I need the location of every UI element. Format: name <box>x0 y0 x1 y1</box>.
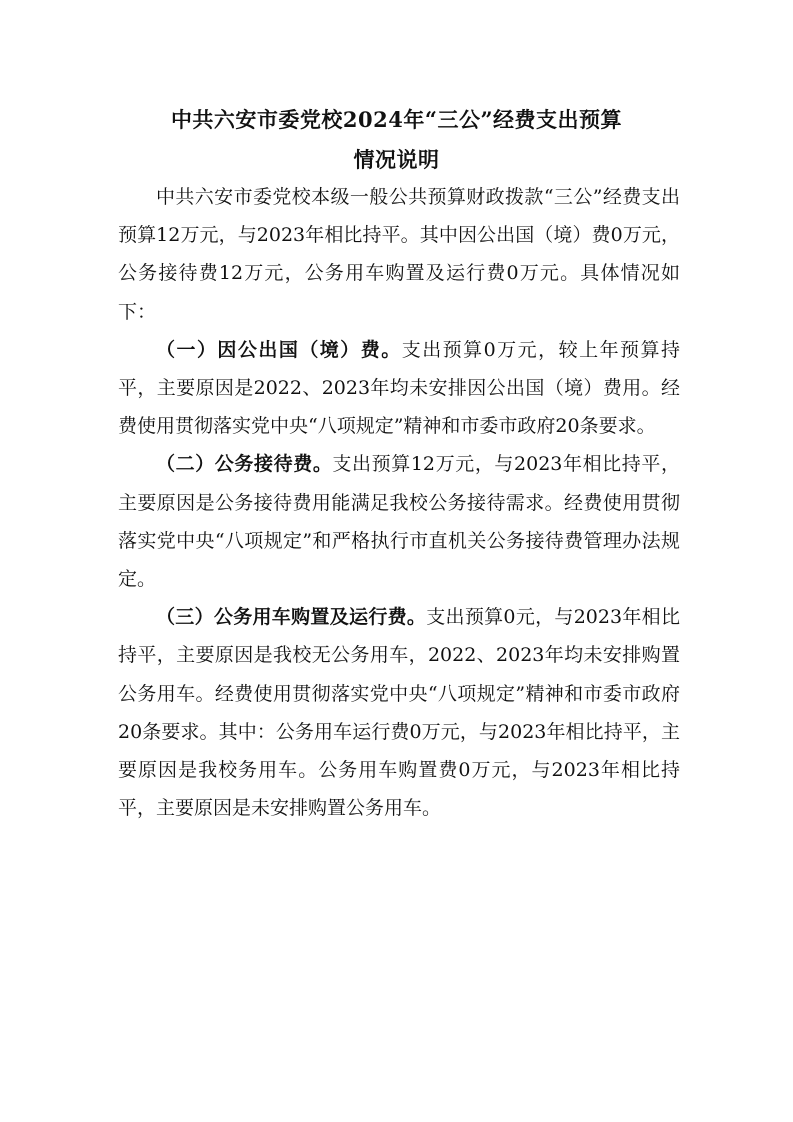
section-text-1: 支出预算0万元，较上年预算持平，主要原因是2022、2023年均未安排因公出国（境）费用。经费使用贯彻落实党中央“八项规定”精神和市委市政府20条要求。 <box>118 338 680 438</box>
section-paragraph-3 <box>118 598 680 827</box>
intro-paragraph: 中共六安市委党校本级一般公共预算财政拨款“三公”经费支出预算12万元，与2023年相比持平。其中因公出国（境）费0万元，公务接待费12万元，公务用车购置及运行费0万元。具体情况如下： <box>118 186 680 323</box>
section-heading-2: （二）公务接待费。 <box>156 453 333 476</box>
section-text-2: 支出预算12万元，与2023年相比持平，主要原因是公务接待费用能满足我校公务接待需求。经费使用贯彻落实党中央“八项规定”和严格执行市直机关公务接待费管理办法规定。 <box>118 453 680 591</box>
section-paragraph-2 <box>118 445 680 598</box>
section-heading-1: （一）因公出国（境）费。 <box>156 338 402 361</box>
section-heading-3: （三）公务用车购置及运行费。 <box>156 606 427 629</box>
section-text-3: 支出预算0元，与2023年相比持平，主要原因是我校无公务用车，2022、2023年均未安排购置公务用车。经费使用贯彻落实党中央“八项规定”精神和市委市政府20条要求。其中：公务用车运行费0万元，与2023年相比持平，主要原因是我校务用车。公务用车购置费0万元，与2023年相比持平，主要原因是未安排购置公务用车。 <box>118 606 680 820</box>
document-body <box>118 178 680 827</box>
section-paragraph-1 <box>118 331 680 446</box>
document-title-line1: 中共六安市委党校2024年“三公”经费支出预算 <box>170 107 623 132</box>
document-title-line2: 情况说明 <box>353 147 440 172</box>
